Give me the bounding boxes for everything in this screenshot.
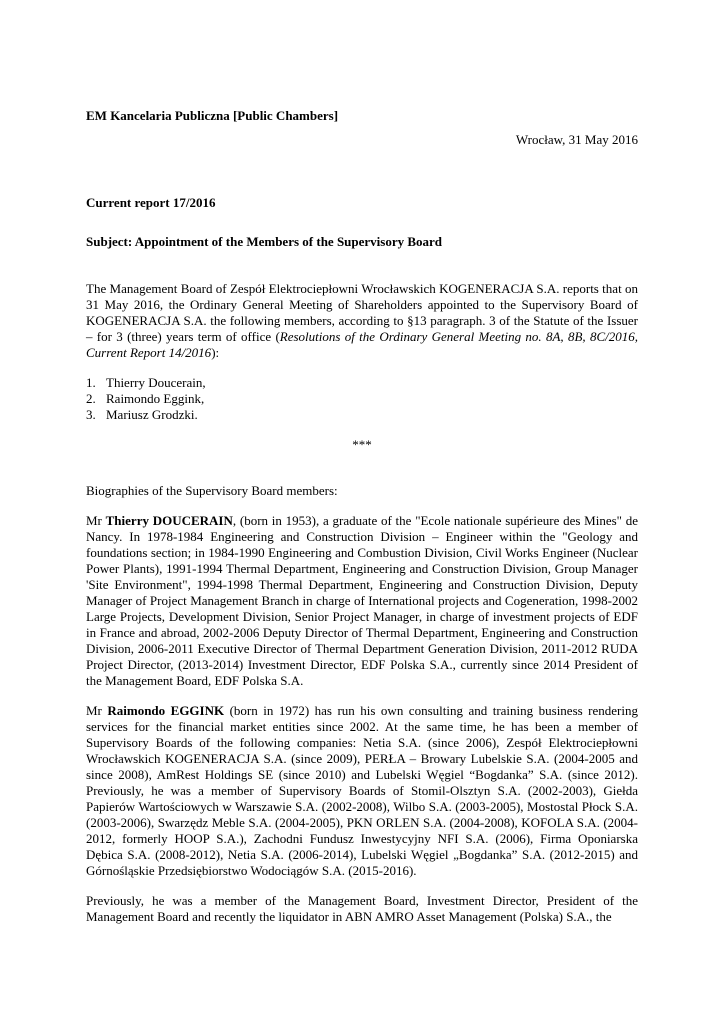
list-item-number: 1. — [86, 375, 96, 390]
list-item — [86, 391, 638, 407]
list-item-name: Raimondo Eggink, — [106, 391, 205, 406]
intro-suffix: ): — [211, 345, 220, 360]
list-item-number: 3. — [86, 407, 96, 422]
intro-paragraph — [86, 281, 638, 361]
report-date: Wrocław, 31 May 2016 — [515, 132, 638, 147]
section-separator: *** — [352, 437, 372, 452]
bio-text: , (born in 1953), a graduate of the "Ecole nationale supérieure des Mines" de Nancy. In 1978-1984 Engineering and Construction Division – Engineer within the "Geology and foundations section; in 1984-1990 Engineering and Combustion Division, Civil Works Engineer (Nuclear Power Plants), 1991-1994 Thermal Department, Engineering and Construction Division, Group Manager 'Site Environment", 1994-1998 Thermal Department, Engineering and Construction Division, Deputy Manager of Project Management Branch in charge of International projects and Cogeneration, 1998-2002 Large Projects, Development Division, Senior Project Manager, in charge of investment projects of EDF in France and abroad, 2002-2006 Deputy Director of Thermal Department, Engineering and Construction Division, 2006-2011 Executive Director of Thermal Department Generation Division, 2011-2012 RUDA Project Director, (2013-2014) Investment Director, EDF Polska S.A., currently since 2014 President of the Management Board, EDF Polska S.A. — [86, 513, 639, 688]
bio-prefix: Mr — [86, 703, 108, 718]
bio-text: (born in 1972) has run his own consulting and training business rendering services for the financial market entities since 2002. At the same time, he has been a member of Supervisory Boards of the following companies: Netia S.A. (since 2006), Zespół Elektrociepłowni Wrocławskich KOGENERACJA S.A. (since 2009), PERŁA – Browary Lubelskie S.A. (2004-2005 and since 2008), AmRest Holdings SE (since 2010) and Lubelski Węgiel “Bogdanka” S.A. (since 2012). Previously, he was a member of Supervisory Boards of Stomil-Olsztyn S.A. (2002-2003), Giełda Papierów Wartościowych w Warszawie S.A. (2002-2008), Wilbo S.A. (2003-2005), Mostostal Płock S.A. (2003-2006), Swarzędz Meble S.A. (2004-2005), PKN ORLEN S.A. (2004-2008), KOFOLA S.A. (2004-2012, formerly HOOP S.A.), Zachodni Fundusz Inwestycyjny NFI S.A. (2006), Firma Oponiarska Dębica S.A. (2008-2012), Netia S.A. (2006-2014), Lubelski Węgiel „Bogdanka” S.A. (2012-2015) and Górnośląskie Przedsiębiorstwo Wodociągów S.A. (2015-2016). — [86, 703, 638, 878]
biographies-heading: Biographies of the Supervisory Board members: — [86, 483, 338, 498]
list-item-name: Thierry Doucerain, — [106, 375, 206, 390]
members-list — [86, 375, 638, 423]
biography-eggink — [86, 703, 638, 879]
document-body — [86, 108, 638, 925]
list-item-number: 2. — [86, 391, 96, 406]
resolutions-reference: Resolutions of the Ordinary General Meeting no. 8A, 8B, 8C/2016, Current Report 14/2016 — [86, 329, 638, 360]
bio-name: Raimondo EGGINK — [107, 703, 225, 718]
report-subject: Subject: Appointment of the Members of the Supervisory Board — [86, 234, 443, 249]
list-item-name: Mariusz Grodzki. — [106, 407, 198, 422]
company-name: EM Kancelaria Publiczna [Public Chambers] — [86, 108, 339, 123]
bio-prefix: Mr — [86, 513, 106, 528]
biography-doucerain — [86, 513, 638, 689]
list-item — [86, 375, 638, 391]
biography-eggink-continued: Previously, he was a member of the Management Board, Investment Director, President of the Management Board and recently the liquidator in ABN AMRO Asset Management (Polska) S.A., the — [86, 893, 638, 924]
intro-text: The Management Board of Zespół Elektrociepłowni Wrocławskich KOGENERACJA S.A. reports that on 31 May 2016, the Ordinary General Meeting of Shareholders appointed to the Supervisory Board of KOGENERACJA S.A. the following members, according to §13 paragraph. 3 of the Statute of the Issuer – for 3 (three) years term of office ( — [86, 281, 638, 344]
report-title: Current report 17/2016 — [86, 195, 216, 210]
bio-name: Thierry DOUCERAIN — [105, 513, 233, 528]
list-item — [86, 407, 638, 423]
